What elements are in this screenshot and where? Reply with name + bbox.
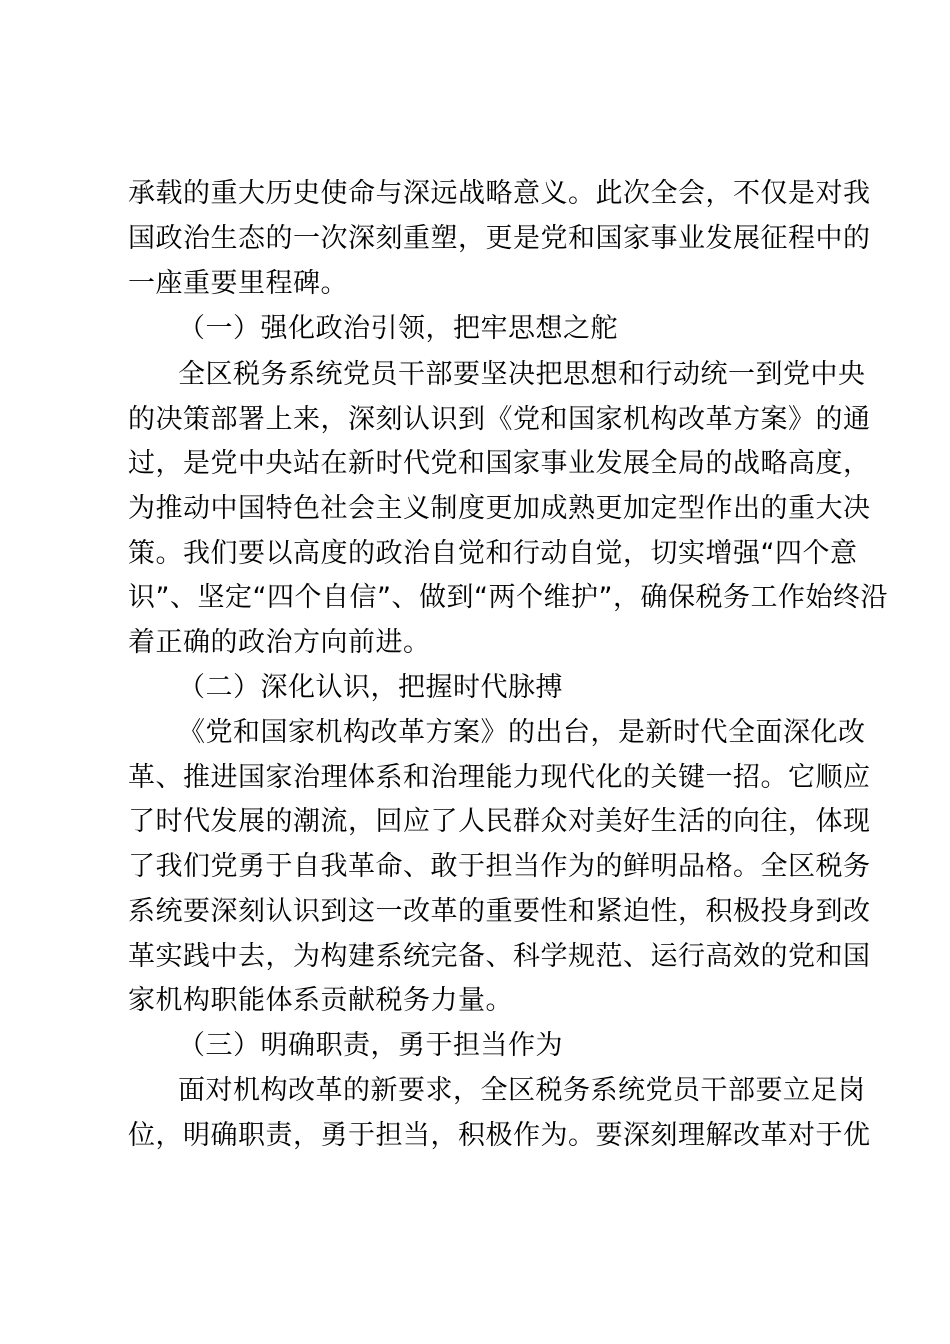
body-text-line: 识”、坚定“四个自信”、做到“两个维护”，确保税务工作始终沿 xyxy=(128,582,888,613)
body-text-line: 国政治生态的一次深刻重塑，更是党和国家事业发展征程中的 xyxy=(128,223,871,254)
section-heading-1: （一）强化政治引领，把牢思想之舵 xyxy=(178,313,618,344)
body-text-line: 一座重要里程碑。 xyxy=(128,268,348,299)
body-text-line: 的决策部署上来，深刻认识到《党和国家机构改革方案》的通 xyxy=(128,404,871,435)
paragraph-first-line: 《党和国家机构改革方案》的出台，是新时代全面深化改 xyxy=(178,717,866,748)
body-text-line: 位，明确职责，勇于担当，积极作为。要深刻理解改革对于优 xyxy=(128,1120,871,1151)
body-text-line: 了时代发展的潮流，回应了人民群众对美好生活的向往，体现 xyxy=(128,806,871,837)
section-heading-2: （二）深化认识，把握时代脉搏 xyxy=(178,672,563,703)
body-text-line: 为推动中国特色社会主义制度更加成熟更加定型作出的重大决 xyxy=(128,493,871,524)
body-text-line: 了我们党勇于自我革命、敢于担当作为的鲜明品格。全区税务 xyxy=(128,851,871,882)
paragraph-first-line: 面对机构改革的新要求，全区税务系统党员干部要立足岗 xyxy=(178,1075,866,1106)
body-text-line: 策。我们要以高度的政治自觉和行动自觉，切实增强“四个意 xyxy=(128,538,858,569)
paragraph-first-line: 全区税务系统党员干部要坚决把思想和行动统一到党中央 xyxy=(178,359,866,390)
body-text-line: 着正确的政治方向前进。 xyxy=(128,627,431,658)
section-heading-3: （三）明确职责，勇于担当作为 xyxy=(178,1030,563,1061)
body-text-line: 承载的重大历史使命与深远战略意义。此次全会，不仅是对我 xyxy=(128,178,871,209)
body-text-line: 革、推进国家治理体系和治理能力现代化的关键一招。它顺应 xyxy=(128,762,871,793)
body-text-line: 家机构职能体系贡献税务力量。 xyxy=(128,985,513,1016)
body-text-line: 过，是党中央站在新时代党和国家事业发展全局的战略高度， xyxy=(128,448,871,479)
body-text-line: 革实践中去，为构建系统完备、科学规范、运行高效的党和国 xyxy=(128,941,871,972)
body-text-line: 系统要深刻认识到这一改革的重要性和紧迫性，积极投身到改 xyxy=(128,896,871,927)
